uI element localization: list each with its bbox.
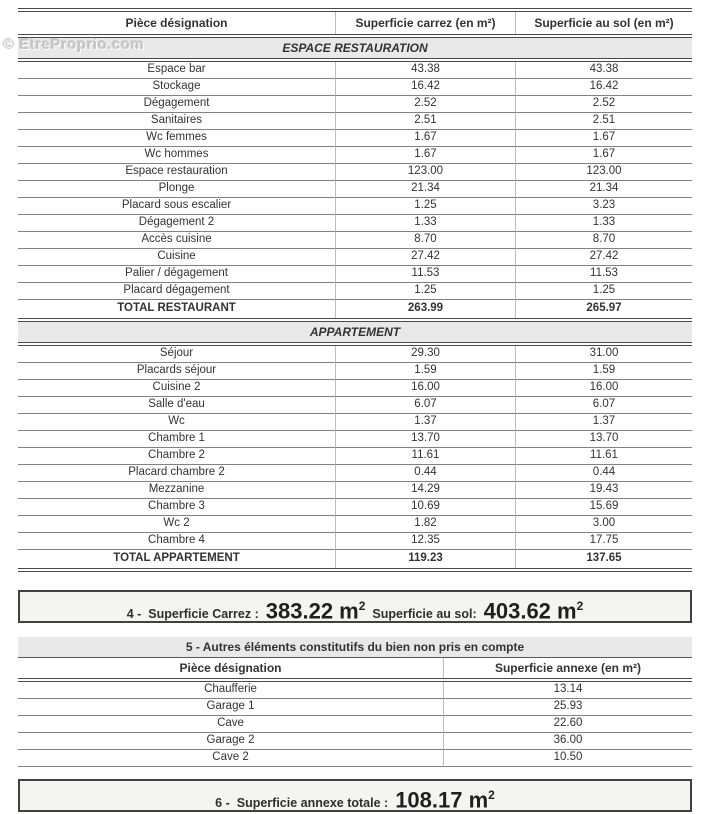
room-name: Placard chambre 2: [18, 465, 335, 482]
header-piece-designation: Pièce désignation: [125, 16, 228, 30]
sol-value: 1.33: [515, 215, 692, 232]
carrez-value: 8.70: [335, 232, 515, 249]
table-row: [18, 181, 692, 198]
table-row: [18, 113, 692, 130]
table-row: [18, 249, 692, 266]
sol-value: 17.75: [515, 533, 692, 550]
carrez-value: 123.00: [335, 164, 515, 181]
carrez-value: 10.69: [335, 499, 515, 516]
summary4-prefix: 4 -: [126, 607, 142, 622]
table-row: [18, 465, 692, 482]
room-name: Chambre 2: [18, 448, 335, 465]
squared-sup: 2: [358, 599, 366, 613]
table-row: [18, 164, 692, 181]
sol-value: 1.37: [515, 414, 692, 431]
table-row: [18, 716, 692, 733]
table-row: [18, 682, 692, 699]
table-row: [18, 733, 692, 750]
room-name: Wc 2: [18, 516, 335, 533]
sol-value: 21.34: [515, 181, 692, 198]
sol-value: 123.00: [515, 164, 692, 181]
carrez-value: 1.33: [335, 215, 515, 232]
appartement-rows: [18, 346, 692, 550]
room-name: Placard dégagement: [18, 283, 335, 300]
sol-value: 1.67: [515, 130, 692, 147]
carrez-value: 11.61: [335, 448, 515, 465]
squared-sup: 2: [576, 599, 584, 613]
measurement-report: [18, 8, 692, 812]
sol-value: 6.07: [515, 397, 692, 414]
table-row: [18, 533, 692, 550]
sol-value: 3.00: [515, 516, 692, 533]
table-row: [18, 448, 692, 465]
table-row: [18, 397, 692, 414]
header-superficie-au-sol: Superficie au sol (en m²): [515, 12, 692, 34]
room-name: Séjour: [18, 346, 335, 363]
annex-area-value: 22.60: [443, 716, 692, 733]
total-appartement-carrez: 119.23: [335, 550, 515, 568]
room-name: Espace restauration: [18, 164, 335, 181]
sol-value: 27.42: [515, 249, 692, 266]
room-name: Wc hommes: [18, 147, 335, 164]
table-row: [18, 499, 692, 516]
annex-area-value: 13.14: [443, 682, 692, 699]
table-row: [18, 198, 692, 215]
divider-table-bottom: [18, 568, 692, 572]
total-appartement-label: TOTAL APPARTEMENT: [113, 552, 240, 564]
room-name: Espace bar: [18, 62, 335, 79]
sol-value: 2.51: [515, 113, 692, 130]
table-row: [18, 363, 692, 380]
summary6-label: Superficie annexe totale :: [236, 796, 389, 811]
section5-title-band: 5 - Autres éléments constitutifs du bien non pris en compte: [18, 637, 692, 658]
carrez-value: 1.37: [335, 414, 515, 431]
carrez-value: 14.29: [335, 482, 515, 499]
carrez-value: 0.44: [335, 465, 515, 482]
total-restaurant-sol: 265.97: [515, 300, 692, 318]
sol-value: 11.61: [515, 448, 692, 465]
table-row: [18, 232, 692, 249]
total-restaurant-row: [18, 300, 692, 318]
annex-area-value: 36.00: [443, 733, 692, 750]
annex-room-name: Garage 2: [18, 733, 443, 750]
carrez-value: 29.30: [335, 346, 515, 363]
carrez-value: 1.25: [335, 283, 515, 300]
room-name: Placards séjour: [18, 363, 335, 380]
carrez-value: 1.67: [335, 147, 515, 164]
room-name: Chambre 3: [18, 499, 335, 516]
carrez-value: 6.07: [335, 397, 515, 414]
room-name: Wc: [18, 414, 335, 431]
annex-table-header-row: [18, 658, 692, 678]
room-name: Palier / dégagement: [18, 266, 335, 283]
annex-room-name: Chaufferie: [18, 682, 443, 699]
table-row: [18, 283, 692, 300]
total-restaurant-carrez: 263.99: [335, 300, 515, 318]
table-row: [18, 266, 692, 283]
sol-value: 16.00: [515, 380, 692, 397]
header-superficie-carrez: Superficie carrez (en m²): [335, 12, 515, 34]
main-table-header-row: [18, 12, 692, 34]
summary4-sol-label: Superficie au sol:: [372, 607, 477, 622]
room-name: Placard sous escalier: [18, 198, 335, 215]
sol-value: 15.69: [515, 499, 692, 516]
watermark: © EtreProprio.com: [3, 36, 145, 53]
summary4-carrez-label: Superficie Carrez :: [148, 607, 259, 622]
sol-value: 8.70: [515, 232, 692, 249]
room-name: Wc femmes: [18, 130, 335, 147]
squared-sup: 2: [488, 788, 495, 802]
summary-box-annexe: [18, 779, 692, 812]
sol-value: 31.00: [515, 346, 692, 363]
carrez-value: 1.82: [335, 516, 515, 533]
total-appartement-sol: 137.65: [515, 550, 692, 568]
carrez-value: 16.42: [335, 79, 515, 96]
table-row: [18, 147, 692, 164]
table-row: [18, 414, 692, 431]
section-band-appartement: APPARTEMENT: [18, 322, 692, 342]
table-row: [18, 96, 692, 113]
table-row: [18, 431, 692, 448]
carrez-value: 1.59: [335, 363, 515, 380]
sol-value: 1.59: [515, 363, 692, 380]
summary6-prefix: 6 -: [215, 796, 230, 811]
room-name: Dégagement: [18, 96, 335, 113]
summary4-carrez-value: 383.22 $m^2$: [265, 598, 366, 624]
annex-area-value: 25.93: [443, 699, 692, 716]
summary4-sol-value: 403.62 $m^2$: [483, 598, 584, 624]
room-name: Stockage: [18, 79, 335, 96]
carrez-value: 1.25: [335, 198, 515, 215]
sol-value: 16.42: [515, 79, 692, 96]
room-name: Plonge: [18, 181, 335, 198]
room-name: Chambre 1: [18, 431, 335, 448]
carrez-value: 2.52: [335, 96, 515, 113]
table-row: [18, 215, 692, 232]
table-row: [18, 699, 692, 716]
table-row: [18, 482, 692, 499]
room-name: Cuisine 2: [18, 380, 335, 397]
section-band-restauration: ESPACE RESTAURATION: [18, 38, 692, 58]
carrez-value: 1.67: [335, 130, 515, 147]
annex-rows: [18, 682, 692, 767]
sol-value: 19.43: [515, 482, 692, 499]
carrez-value: 16.00: [335, 380, 515, 397]
carrez-value: 21.34: [335, 181, 515, 198]
summary-box-carrez: [18, 590, 692, 623]
sol-value: 11.53: [515, 266, 692, 283]
room-name: Mezzanine: [18, 482, 335, 499]
summary6-value: 108.17 $m^2$: [395, 787, 495, 813]
total-restaurant-label: TOTAL RESTAURANT: [117, 302, 236, 314]
room-name: Accès cuisine: [18, 232, 335, 249]
table-row: [18, 380, 692, 397]
table-row: [18, 346, 692, 363]
carrez-value: 12.35: [335, 533, 515, 550]
total-appartement-row: [18, 550, 692, 568]
table-row: [18, 79, 692, 96]
sol-value: 43.38: [515, 62, 692, 79]
room-name: Chambre 4: [18, 533, 335, 550]
annex-room-name: Garage 1: [18, 699, 443, 716]
carrez-value: 13.70: [335, 431, 515, 448]
carrez-value: 27.42: [335, 249, 515, 266]
room-name: Sanitaires: [18, 113, 335, 130]
table-row: [18, 130, 692, 147]
sol-value: 3.23: [515, 198, 692, 215]
annex-room-name: Cave 2: [18, 750, 443, 767]
annex-header-superficie-annexe: Superficie annexe (en m²): [443, 658, 692, 678]
carrez-value: 11.53: [335, 266, 515, 283]
sol-value: 1.67: [515, 147, 692, 164]
sol-value: 2.52: [515, 96, 692, 113]
room-name: Dégagement 2: [18, 215, 335, 232]
room-name: Cuisine: [18, 249, 335, 266]
table-row: [18, 62, 692, 79]
annex-header-piece-designation: Pièce désignation: [179, 661, 282, 675]
restauration-rows: [18, 62, 692, 300]
sol-value: 1.25: [515, 283, 692, 300]
annex-area-value: 10.50: [443, 750, 692, 767]
carrez-value: 2.51: [335, 113, 515, 130]
annex-room-name: Cave: [18, 716, 443, 733]
carrez-value: 43.38: [335, 62, 515, 79]
table-row: [18, 750, 692, 767]
sol-value: 13.70: [515, 431, 692, 448]
room-name: Salle d'eau: [18, 397, 335, 414]
sol-value: 0.44: [515, 465, 692, 482]
table-row: [18, 516, 692, 533]
